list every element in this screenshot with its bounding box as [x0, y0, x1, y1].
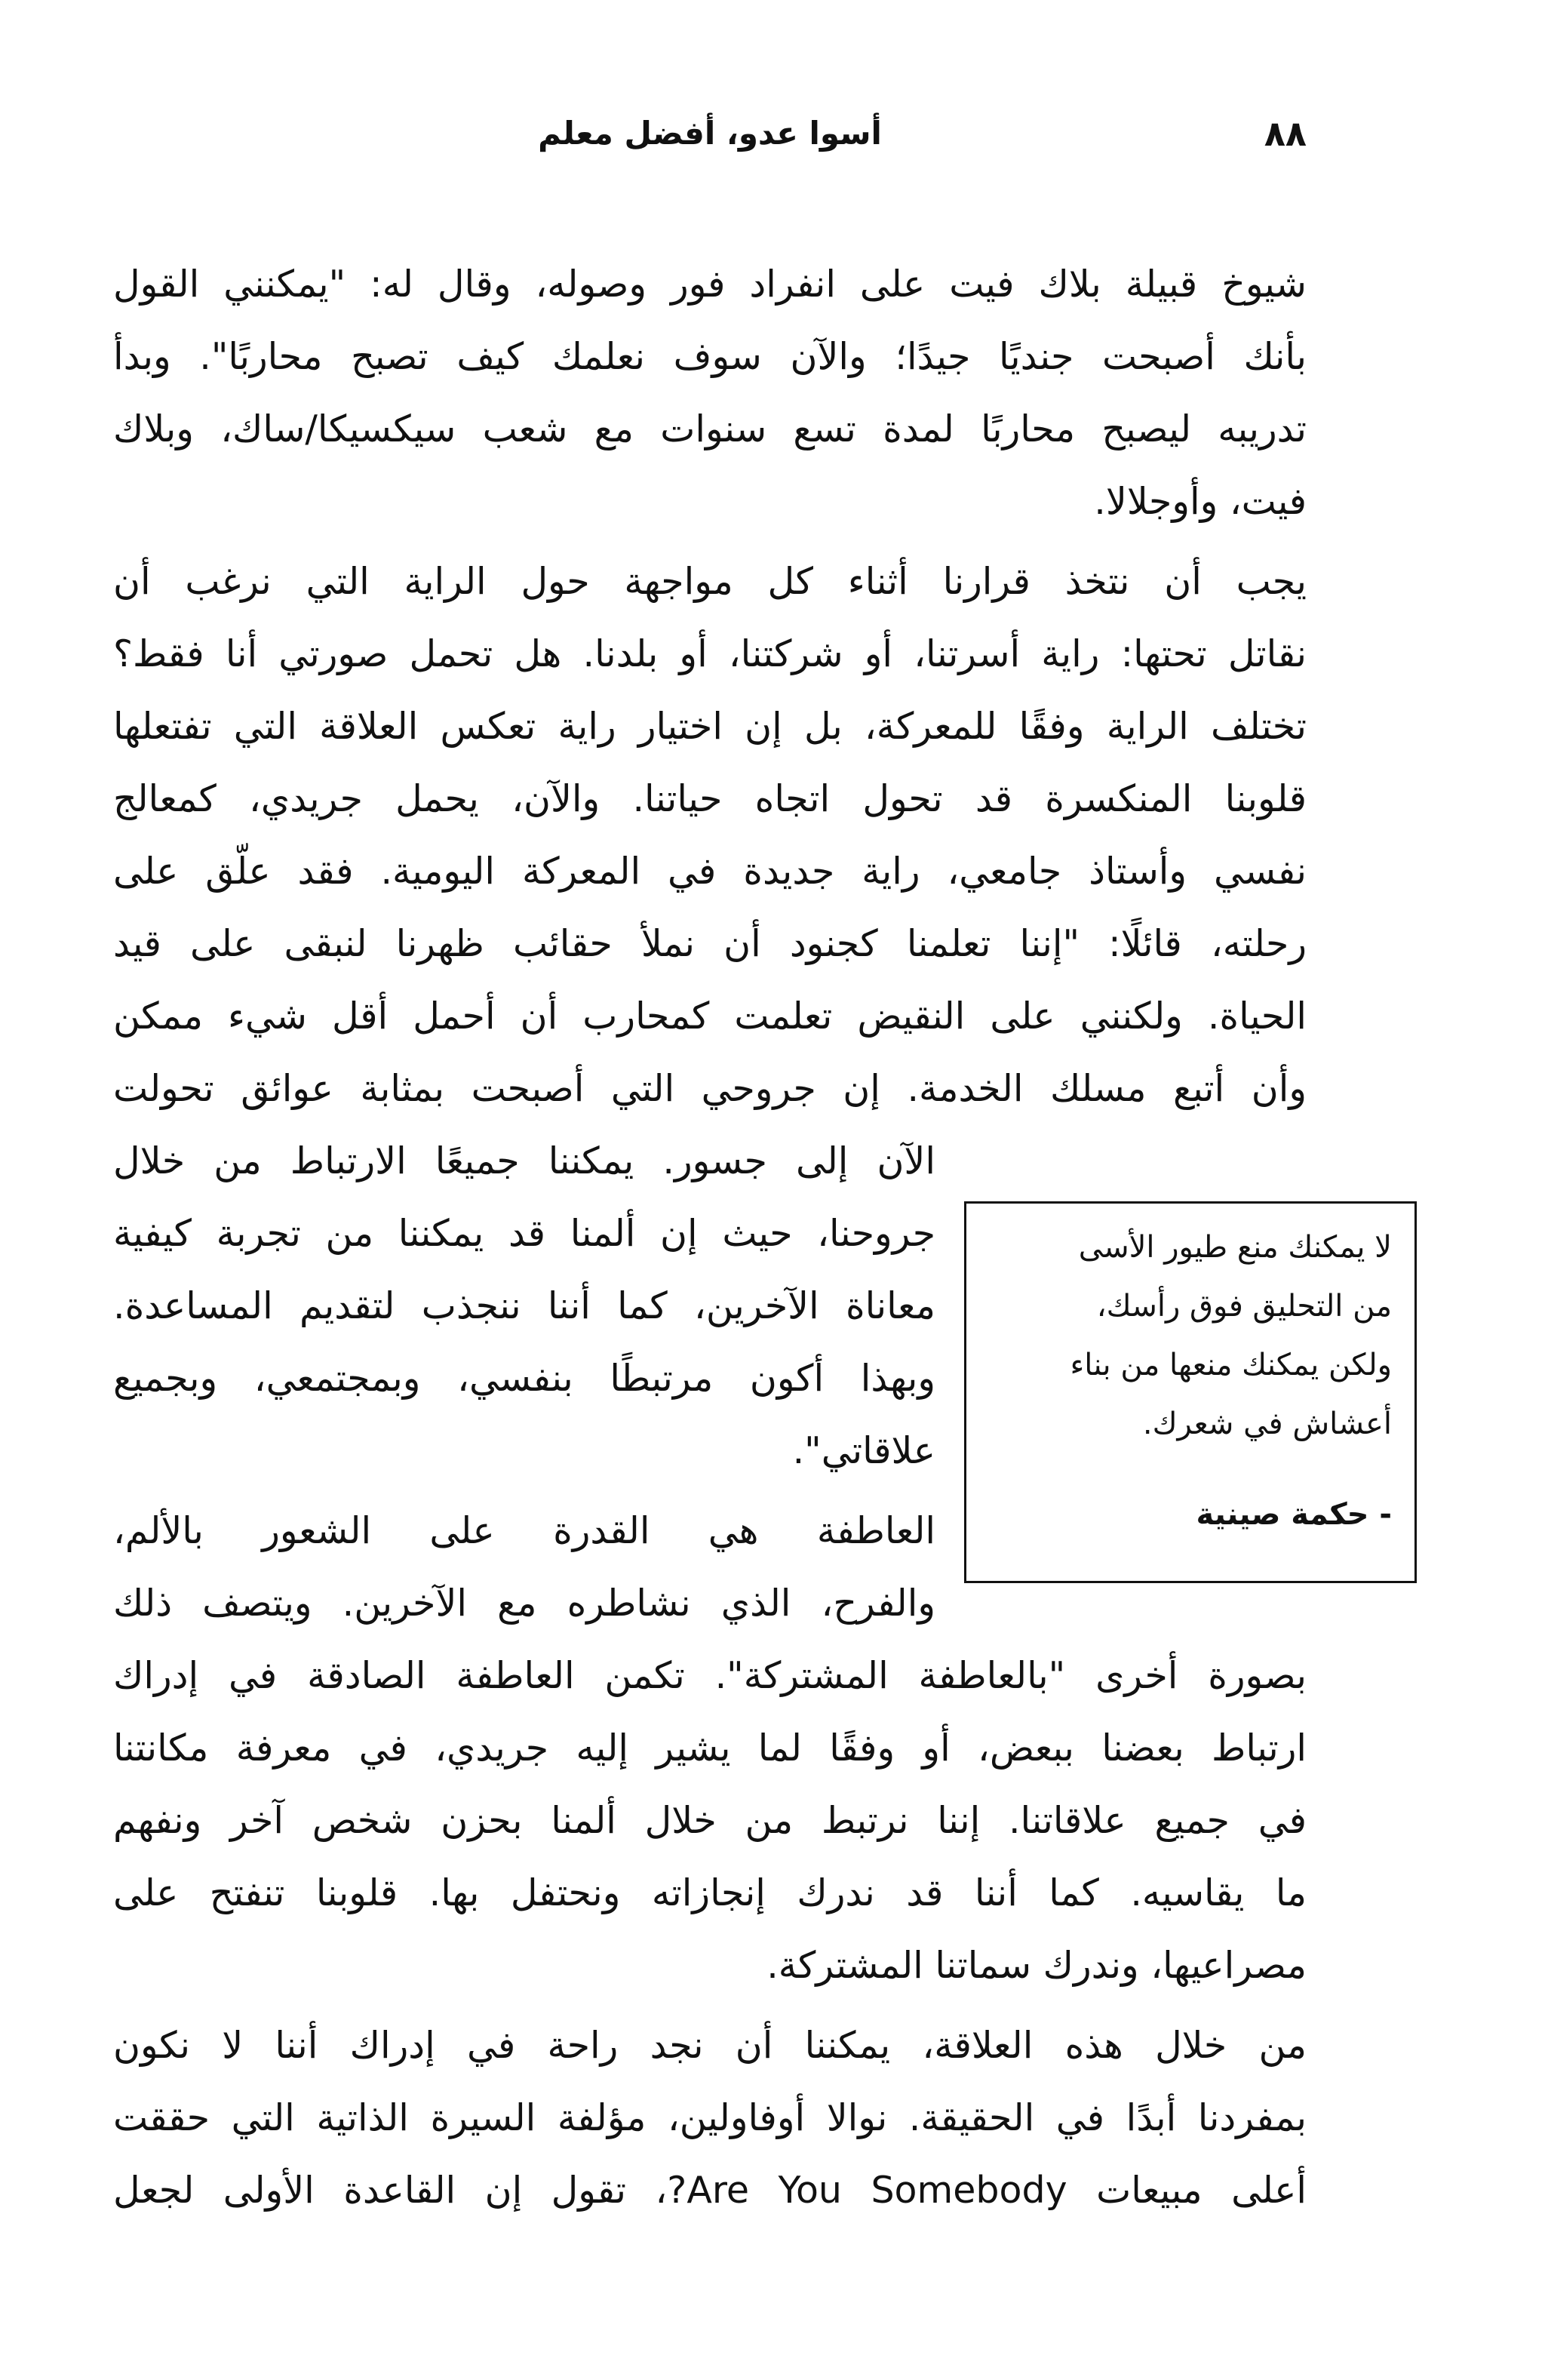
- body-line: مصراعيها، وندرك سماتنا المشتركة.: [766, 1944, 1307, 1987]
- quote-line: من التحليق فوق رأسك،: [1096, 1289, 1392, 1324]
- quote-line: أعشاش في شعرك.: [1142, 1407, 1392, 1441]
- body-line: أعلى مبيعات Are You Somebody?، تقول إن القاعدة الأولى لجعل: [113, 2169, 1307, 2212]
- body-line: فيت، وأوجلالا.: [1094, 480, 1307, 523]
- quote-line: ولكن يمكنك منعها من بناء: [1070, 1348, 1392, 1382]
- page-number: ٨٨: [1264, 113, 1307, 154]
- page-header: [113, 107, 1307, 160]
- quote-box: [964, 1201, 1417, 1583]
- body-line: الحياة. ولكنني على النقيض تعلمت كمحارب أن أحمل أقل شيء ممكن: [113, 995, 1307, 1038]
- body-line: الآن إلى جسور. يمكننا جميعًا الارتباط من خلال: [113, 1139, 935, 1182]
- body-line: بمفردنا أبدًا في الحقيقة. نوالا أوفاولين، مؤلفة السيرة الذاتية التي حققت: [113, 2096, 1307, 2139]
- body-line: بأنك أصبحت جنديًا جيدًا؛ والآن سوف نعلمك كيف تصبح محاربًا". وبدأ: [113, 335, 1307, 378]
- body-line: العاطفة هي القدرة على الشعور بالألم،: [113, 1509, 935, 1552]
- body-line: نقاتل تحتها: راية أسرتنا، أو شركتنا، أو بلدنا. هل تحمل صورتي أنا فقط؟: [113, 632, 1307, 675]
- body-line: يجب أن نتخذ قرارنا أثناء كل مواجهة حول الراية التي نرغب أن: [113, 560, 1307, 603]
- body-line: وبهذا أكون مرتبطًا بنفسي، وبمجتمعي، وبجميع: [113, 1357, 935, 1400]
- body-line: من خلال هذه العلاقة، يمكننا أن نجد راحة في إدراك أننا لا نكون: [113, 2024, 1307, 2067]
- body-line: معاناة الآخرين، كما أننا ننجذب لتقديم المساعدة.: [113, 1284, 935, 1327]
- running-title: أسوا عدو، أفضل معلم: [538, 115, 882, 152]
- body-line: رحلته، قائلًا: "إننا تعلمنا كجنود أن نملأ حقائب ظهرنا لنبقى على قيد: [113, 922, 1307, 965]
- body-line: وأن أتبع مسلك الخدمة. إن جروحي التي أصبحت بمثابة عوائق تحولت: [113, 1067, 1307, 1110]
- body-line: في جميع علاقاتنا. إننا نرتبط من خلال ألمنا بحزن شخص آخر ونفهم: [113, 1799, 1307, 1842]
- quote-line: لا يمكنك منع طيور الأسى: [1078, 1230, 1392, 1265]
- body-line: شيوخ قبيلة بلاك فيت على انفراد فور وصوله، وقال له: "يمكنني القول: [113, 263, 1307, 306]
- body-line: نفسي وأستاذ جامعي، راية جديدة في المعركة اليومية. فقد علّق على: [113, 850, 1307, 893]
- body-line: تختلف الراية وفقًا للمعركة، بل إن اختيار راية تعكس العلاقة التي تفتعلها: [113, 705, 1307, 748]
- body-line: ارتباط بعضنا ببعض، أو وفقًا لما يشير إليه جريدي، في معرفة مكانتنا: [113, 1727, 1307, 1770]
- body-line: بصورة أخرى "بالعاطفة المشتركة". تكمن العاطفة الصادقة في إدراك: [113, 1654, 1307, 1697]
- quote-source: - حكمة صينية: [1196, 1497, 1392, 1532]
- body-line: والفرح، الذي نشاطره مع الآخرين. ويتصف ذلك: [113, 1582, 935, 1625]
- body-line: جروحنا، حيث إن ألمنا قد يمكننا من تجربة كيفية: [113, 1212, 935, 1255]
- body-line: قلوبنا المنكسرة قد تحول اتجاه حياتنا. والآن، يحمل جريدي، كمعالج: [113, 777, 1307, 820]
- body-line: علاقاتي".: [792, 1429, 935, 1472]
- body-line: ما يقاسيه. كما أننا قد ندرك إنجازاته ونحتفل بها. قلوبنا تنفتح على: [113, 1871, 1307, 1914]
- body-line: تدريبه ليصبح محاربًا لمدة تسع سنوات مع شعب سيكسيكا/ساك، وبلاك: [113, 407, 1307, 450]
